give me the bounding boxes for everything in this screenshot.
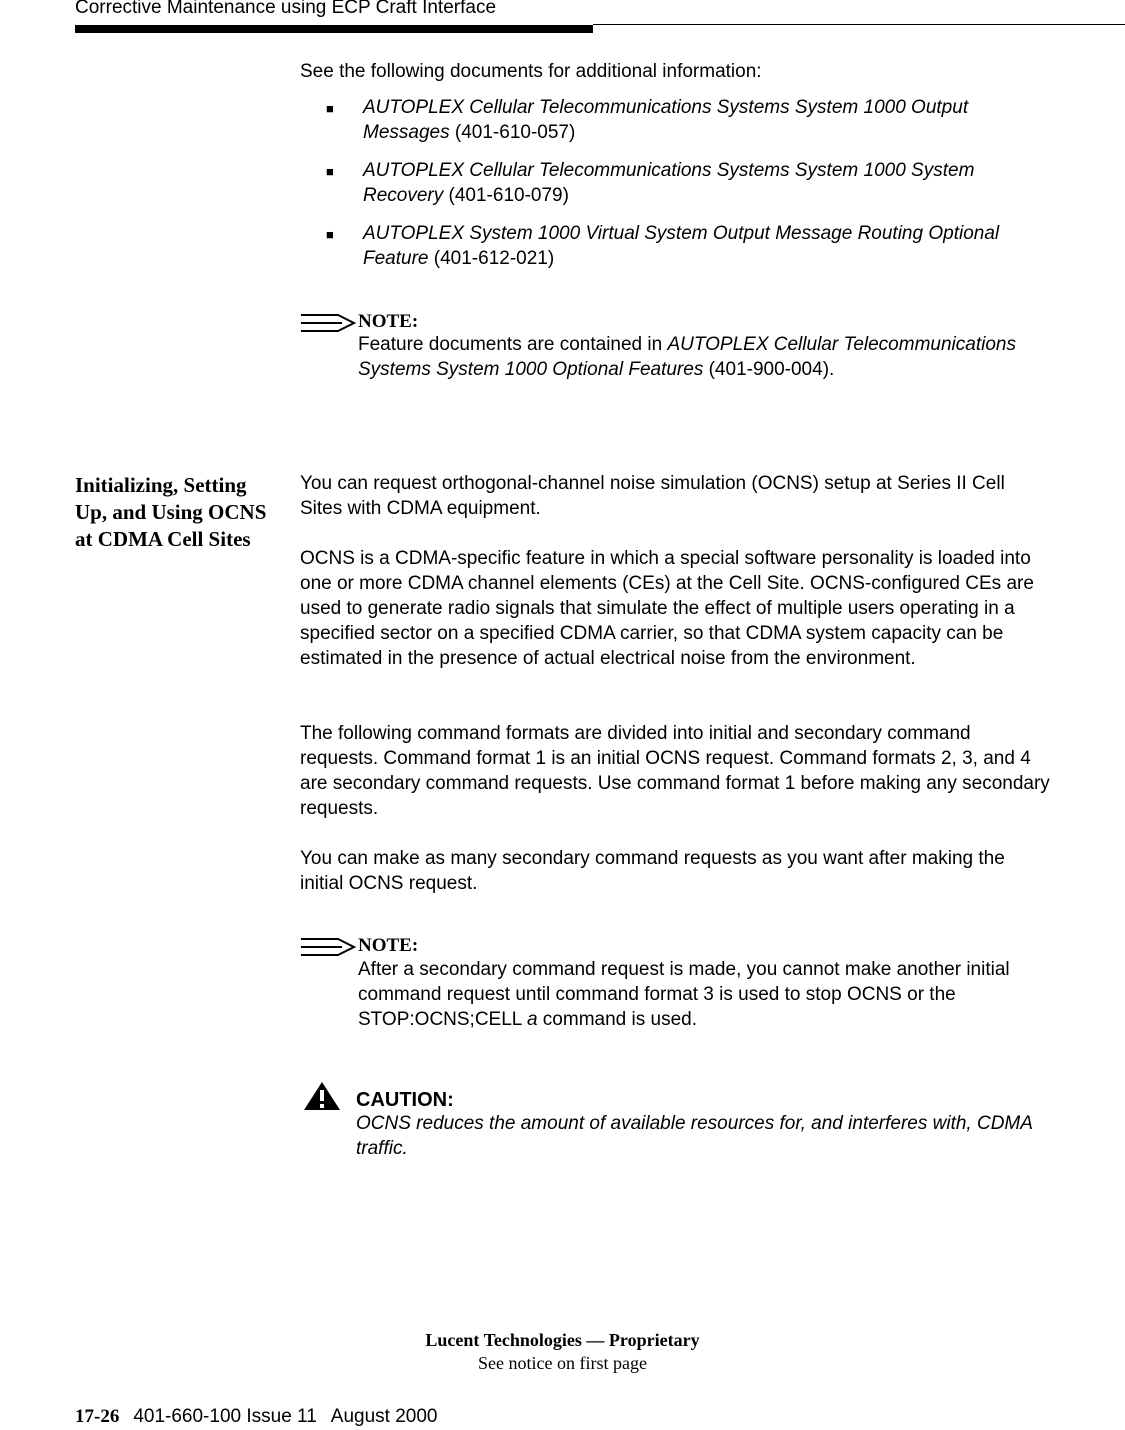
bullet-icon: ■	[326, 164, 334, 179]
note-text: After a secondary command request is made, you cannot make another initial command request until command format 3 is used to stop OCNS or the	[358, 959, 1010, 1005]
note-arrow-icon	[300, 313, 358, 333]
reference-item	[363, 95, 1053, 145]
caution-text: OCNS reduces the amount of available resources for, and interferes with, CDMA traffic.	[356, 1113, 1033, 1159]
note-doc-title: AUTOPLEX Cellular Telecommunications Systems System 1000 Optional Features	[358, 334, 1016, 380]
section-paragraph: You can request orthogonal-channel noise simulation (OCNS) setup at Series II Cell Sites with CDMA equipment.	[300, 473, 1005, 519]
note-body	[358, 957, 1048, 1032]
command-argument: a	[526, 1009, 538, 1030]
section-heading: Initializing, Setting Up, and Using OCNS at CDMA Cell Sites	[75, 473, 267, 551]
footer-date: August 2000	[330, 1406, 438, 1427]
bullet-icon: ■	[326, 227, 334, 242]
footer-doc-number: 401-660-100 Issue 11	[133, 1406, 317, 1427]
bullet-icon: ■	[326, 101, 334, 116]
command-text: STOP:OCNS;CELL	[358, 1009, 522, 1030]
page-number: 17-26	[75, 1406, 120, 1427]
reference-item	[363, 158, 1053, 208]
note-arrow-icon	[300, 937, 358, 957]
footer-company: Lucent Technologies — Proprietary	[425, 1330, 700, 1350]
reference-number: (401-612-021)	[433, 248, 555, 269]
reference-title: AUTOPLEX Cellular Telecommunications Systems System 1000 System Recovery	[363, 160, 975, 206]
note-label: NOTE:	[358, 311, 419, 332]
note-doc-number: (401-900-004).	[708, 359, 835, 380]
header-thick-rule	[75, 25, 593, 33]
reference-item	[363, 221, 1053, 271]
footer-notice: See notice on first page	[478, 1353, 647, 1373]
note-body	[358, 332, 1028, 382]
note-text: Feature documents are contained in	[358, 334, 668, 355]
running-header-title: Corrective Maintenance using ECP Craft Interface	[75, 0, 497, 18]
reference-number: (401-610-057)	[454, 122, 576, 143]
reference-title: AUTOPLEX System 1000 Virtual System Output Message Routing Optional Feature	[363, 223, 1000, 269]
reference-number: (401-610-079)	[448, 185, 569, 206]
note-text: command is used.	[537, 1009, 697, 1030]
section-paragraph: The following command formats are divided into initial and secondary command requests. Command format 1 is an initial OCNS request. Command formats 2, 3, and 4 are secondary command requests. Use command format 1 before making any secondary requests.	[300, 723, 1050, 819]
intro-paragraph: See the following documents for additional information:	[300, 61, 762, 82]
footer-line	[75, 1406, 437, 1428]
reference-title: AUTOPLEX Cellular Telecommunications Systems System 1000 Output Messages	[363, 97, 969, 143]
note-label: NOTE:	[358, 935, 419, 956]
section-paragraph: You can make as many secondary command requests as you want after making the initial OCNS request.	[300, 848, 1005, 894]
caution-label: CAUTION:	[356, 1089, 454, 1111]
caution-warning-icon	[303, 1081, 341, 1111]
section-paragraph: OCNS is a CDMA-specific feature in which a special software personality is loaded into one or more CDMA channel elements (CEs) at the Cell Site. OCNS-configured CEs are used to generate radio signals that simulate the effect of multiple users operating in a specified sector on a specified CDMA carrier, so that CDMA system capacity can be estimated in the presence of actual electrical noise from the environment.	[300, 548, 1034, 669]
header-thin-rule	[593, 24, 1125, 25]
